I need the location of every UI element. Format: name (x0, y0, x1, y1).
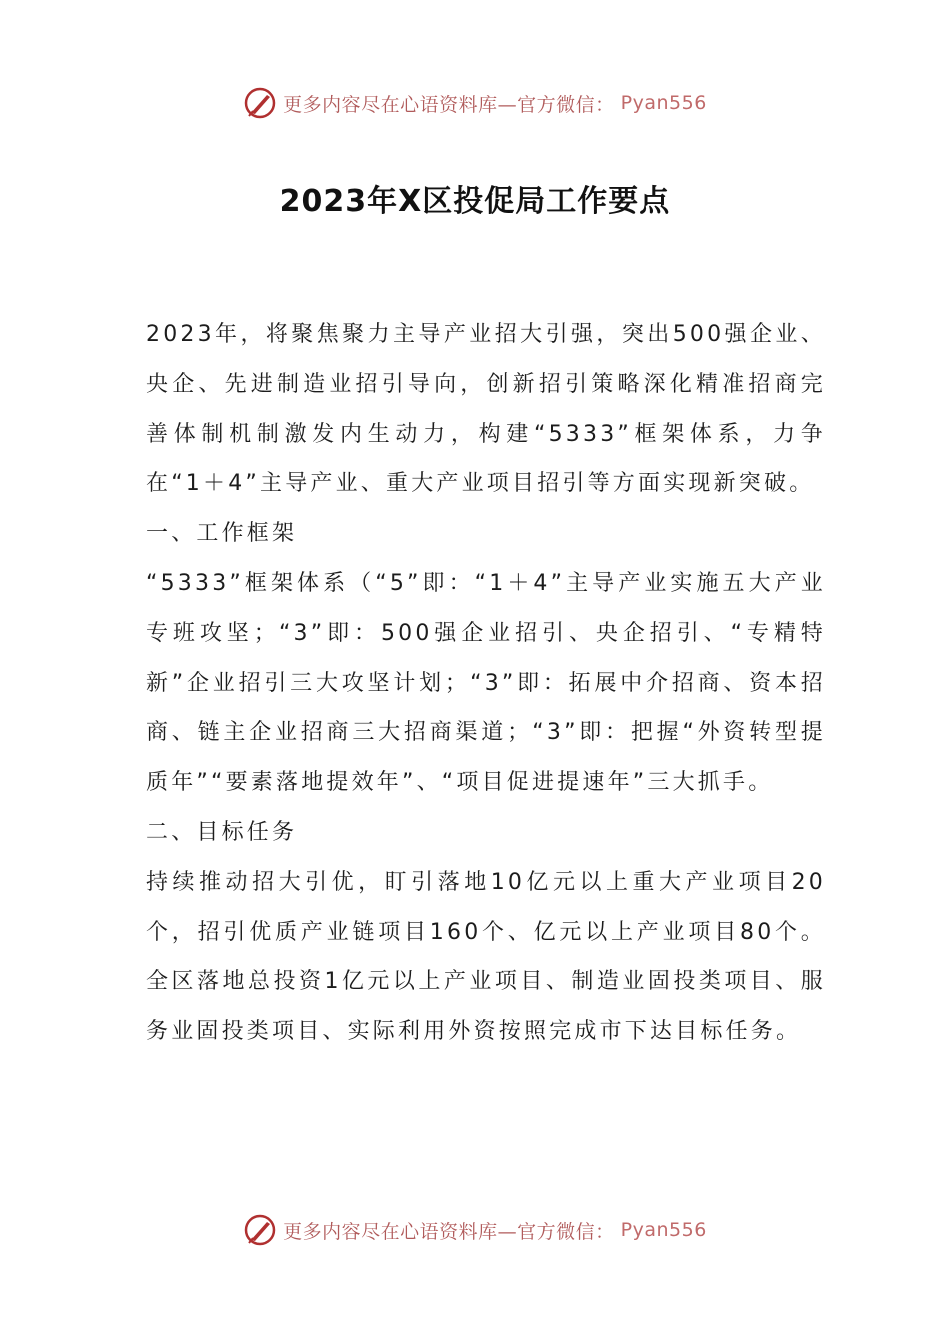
header-watermark (0, 86, 950, 120)
watermark-text: 更多内容尽在心语资料库—官方微信： (283, 93, 615, 116)
targets-paragraph: 持续推动招大引优，盯引落地10亿元以上重大产业项目20个，招引优质产业链项目160个、亿元以上产业项目80个。全区落地总投资1亿元以上产业项目、制造业固投类项目、服务业固投类项目、实际利用外资按照完成市下达目标任务。 (146, 869, 826, 1045)
intro-paragraph: 2023年，将聚焦聚力主导产业招大引强，突出500强企业、央企、先进制造业招引导向，创新招引策略深化精准招商完善体制机制激发内生动力，构建“5333”框架体系，力争在“1＋4”主导产业、重大产业项目招引等方面实现新突破。 (146, 322, 826, 497)
page-title: 2023年X区投促局工作要点 (279, 184, 671, 219)
watermark-wechat-id: Pyan556 (620, 92, 707, 114)
watermark-wechat-id: Pyan556 (620, 1219, 707, 1241)
document-body (146, 310, 826, 1057)
section-heading-targets: 二、目标任务 (146, 819, 298, 845)
framework-paragraph: “5333”框架体系（“5”即：“1＋4”主导产业实施五大产业专班攻坚；“3”即：500强企业招引、央企招引、“专精特新”企业招引三大攻坚计划；“3”即：拓展中介招商、资本招商、链主企业招商三大招商渠道；“3”即：把握“外资转型提质年”“要素落地提效年”、“项目促进提速年”三大抓手。 (146, 570, 826, 796)
quill-logo-icon (243, 1213, 277, 1247)
section-heading-framework: 一、工作框架 (146, 521, 298, 547)
footer-watermark (0, 1213, 950, 1247)
quill-logo-icon (243, 86, 277, 120)
watermark-text: 更多内容尽在心语资料库—官方微信： (283, 1220, 615, 1243)
